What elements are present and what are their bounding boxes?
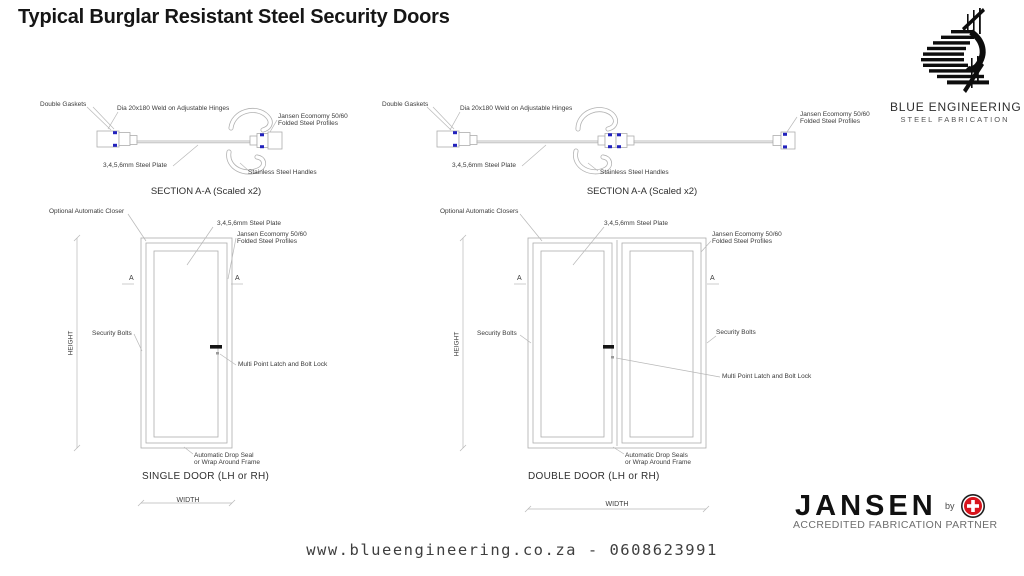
steel-plate-line-left [477,141,598,143]
jansen-tagline: ACCREDITED FABRICATION PARTNER [793,519,998,531]
latch-point [216,352,219,355]
label-profiles: Jansen Ecomomy 50/60 Folded Steel Profiles [800,111,870,125]
section-marker-a-right: A [235,275,240,282]
section-marker-a-right: A [710,275,715,282]
label-height: HEIGHT [453,331,461,357]
page-title: Typical Burglar Resistant Steel Security Doors [18,6,450,28]
door-leaf-left [533,243,612,443]
spiral-staircase-icon [907,6,1007,96]
height-dimension [460,235,466,451]
single-door-caption: SINGLE DOOR (LH or RH) [142,471,270,482]
label-security-bolts-right: Security Bolts [716,329,756,336]
double-door-caption: DOUBLE DOOR (LH or RH) [528,471,660,482]
lock-detail [773,132,795,149]
label-steel-plate: 3,4,5,6mm Steel Plate [452,162,516,169]
hinge-detail [97,131,137,147]
swiss-cross-icon [960,493,986,519]
label-profiles: Jansen Ecomomy 50/60 Folded Steel Profiles [278,113,348,127]
label-profiles: Jansen Ecomomy 50/60 Folded Steel Profiles [237,231,307,245]
label-profiles: Jansen Ecomomy 50/60 Folded Steel Profiles [712,231,782,245]
section-marker-a-left: A [129,275,134,282]
section-single-caption: SECTION A-A (Scaled x2) [150,186,262,197]
door-handle [603,345,614,349]
door-leaf-right [622,243,701,443]
label-drop-seals: Automatic Drop Seals or Wrap Around Frame [625,452,691,466]
label-double-gaskets: Double Gaskets [40,101,87,108]
label-closer: Optional Automatic Closer [49,208,125,215]
height-dimension [74,235,80,451]
label-steel-plate: 3,4,5,6mm Steel Plate [217,220,281,227]
door-panel [154,251,218,437]
label-double-gaskets: Double Gaskets [382,101,429,108]
label-security-bolts-left: Security Bolts [477,330,517,337]
label-security-bolts: Security Bolts [92,330,132,337]
section-double-caption: SECTION A-A (Scaled x2) [586,186,698,197]
door-leaf [146,243,227,443]
section-marker-a-left: A [517,275,522,282]
door-panel-left [541,251,604,437]
label-latch: Multi Point Latch and Bolt Lock [722,373,812,380]
label-steel-plate: 3,4,5,6mm Steel Plate [103,162,167,169]
latch-point [611,356,614,359]
label-width: WIDTH [605,501,629,508]
label-hinges: Dia 20x180 Weld on Adjustable Hinges [460,105,573,112]
label-latch: Multi Point Latch and Bolt Lock [238,361,328,368]
label-drop-seal: Automatic Drop Seal or Wrap Around Frame [194,452,260,466]
door-handle [210,345,222,349]
jansen-by: by [945,501,955,511]
label-hinges: Dia 20x180 Weld on Adjustable Hinges [117,105,230,112]
label-handles: Stainless Steel Handles [600,169,669,176]
label-closers: Optional Automatic Closers [440,208,519,215]
label-height: HEIGHT [67,330,75,356]
footer-contact: www.blueengineering.co.za - 0608623991 [306,541,718,559]
steel-plate-line [137,141,250,143]
label-width: WIDTH [176,497,200,504]
label-handles: Stainless Steel Handles [248,169,317,176]
brand-tagline: STEEL FABRICATION [900,115,1010,124]
hinge-detail [437,131,477,147]
jansen-wordmark: JANSEN [795,490,937,522]
door-panel-right [630,251,693,437]
brand-name: BLUE ENGINEERING [890,100,1022,114]
label-steel-plate: 3,4,5,6mm Steel Plate [604,220,668,227]
steel-plate-line-right [634,141,773,143]
